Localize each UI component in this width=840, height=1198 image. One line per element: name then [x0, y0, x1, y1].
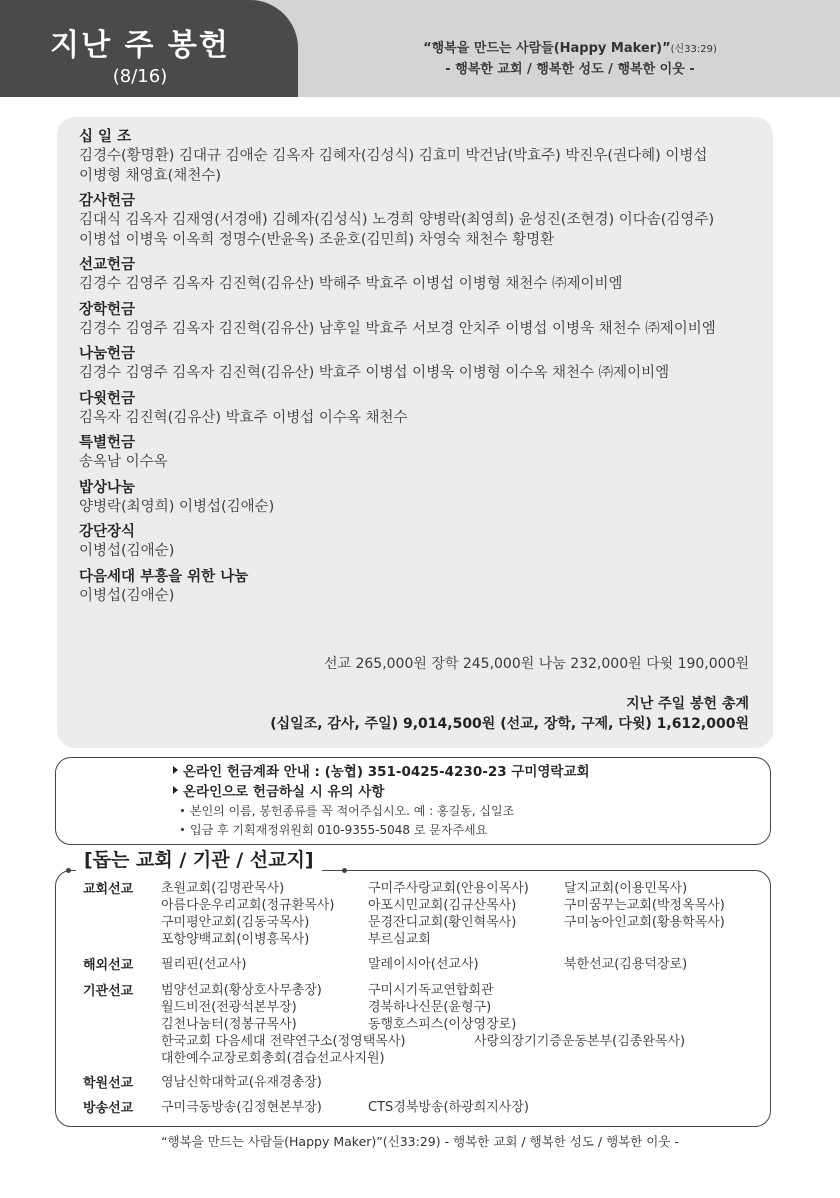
- support-label: 방송선교: [83, 1101, 134, 1116]
- support-label: 기관선교: [83, 984, 134, 999]
- support-heading: [돕는 교회 / 기관 / 선교지]: [76, 846, 322, 874]
- offering-title: 다윗헌금: [79, 390, 136, 407]
- offering-box: [57, 117, 773, 748]
- online-note-text: 본인의 이름, 봉헌종류를 꼭 적어주십시오. 예 : 홍길동, 십일조: [190, 804, 515, 818]
- support-entry: CTS경북방송(하광희지사장): [368, 1100, 529, 1115]
- motto-text: “행복을 만드는 사람들(Happy Maker)”: [423, 41, 671, 56]
- support-label: 해외선교: [83, 958, 134, 973]
- online-caution-text: 온라인으로 헌금하실 시 유의 사항: [183, 784, 385, 800]
- offering-names: 송옥남 이수옥: [79, 454, 168, 470]
- page-date: (8/16): [112, 66, 168, 87]
- online-note: [173, 821, 590, 840]
- motto-ref: (신33:29): [670, 44, 717, 55]
- page-title: 지난 주 봉헌: [50, 28, 230, 63]
- support-entry: 문경잔디교회(황인혁목사): [368, 915, 517, 930]
- online-info-list: [173, 762, 590, 840]
- support-entry: 말레이시아(선교사): [368, 957, 479, 972]
- offering-names: 김대식 김옥자 김재영(서경애) 김혜자(김성식) 노경희 양병락(최영희) 윤성진(조현경) 이다솜(김영주) 이병섭 이병욱 이옥희 정명수(반윤옥) 조윤호(김민희) 차영숙 채천수 황명환: [79, 212, 715, 248]
- support-entry: 구미극동방송(김정현본부장): [161, 1100, 322, 1115]
- offering-title: 특별헌금: [79, 435, 136, 451]
- online-account: [173, 762, 590, 782]
- online-info-box: [55, 757, 771, 845]
- offering-names: 이병섭(김애순): [79, 543, 175, 559]
- support-entry: 경북하나신문(윤형구): [368, 1000, 492, 1015]
- motto-line2: - 행복한 교회 / 행복한 성도 / 행복한 이웃 -: [445, 62, 695, 77]
- support-label: 교회선교: [83, 882, 134, 897]
- support-entry: 사랑의장기기증운동본부(김종완목사): [474, 1034, 686, 1049]
- offering-names: 김경수 김영주 김옥자 김진혁(김유산) 남후일 박효주 서보경 안치주 이병섭 이병욱 채천수 ㈜제이비엠: [79, 320, 716, 337]
- offering-names: 김경수 김영주 김옥자 김진혁(김유산) 박효주 이병섭 이병욱 이병형 이수옥 채천수 ㈜제이비엠: [79, 365, 670, 381]
- arrow-right-icon: [173, 766, 178, 774]
- support-entry: 북한선교(김용덕장로): [564, 957, 688, 972]
- total-values: (십일조, 감사, 주일) 9,014,500원 (선교, 장학, 구제, 다윗) 1,612,000원: [270, 716, 749, 732]
- offering-title: 강단장식: [79, 524, 136, 540]
- support-entry: 한국교회 다음세대 전략연구소(정영택목사): [161, 1034, 406, 1049]
- footer-motto: “행복을 만드는 사람들(Happy Maker)”(신33:29) - 행복한 교회 / 행복한 성도 / 행복한 이웃 -: [161, 1134, 679, 1149]
- offering-title: 장학헌금: [79, 301, 136, 318]
- support-entry: 동행호스피스(이상영장로): [368, 1017, 517, 1032]
- online-caution: [173, 782, 590, 802]
- support-entry: 초원교회(김명관목사): [161, 881, 285, 896]
- support-entry: 대한예수교장로회총회(겸습선교사지원): [161, 1051, 385, 1066]
- support-entry: 구미주사랑교회(안용이목사): [368, 881, 529, 896]
- online-account-text: 온라인 헌금계좌 안내 : (농협) 351-0425-4230-23 구미영락교회: [183, 764, 590, 780]
- offering-title: 감사헌금: [79, 193, 136, 209]
- support-entry: 영남신학대학교(유재경총장): [161, 1075, 322, 1090]
- online-note: [173, 802, 590, 821]
- offering-title: 선교헌금: [79, 257, 136, 273]
- offering-title: 나눔헌금: [79, 346, 136, 362]
- offering-names: 김경수(황명환) 김대규 김애순 김옥자 김혜자(김성식) 김효미 박건남(박효주) 박진우(권다혜) 이병섭 이병형 채영효(채천수): [79, 148, 708, 184]
- support-entry: 월드비전(전광석본부장): [161, 1000, 297, 1015]
- header-tab: [0, 0, 298, 97]
- offering-names: 이병섭(김애순): [79, 587, 175, 604]
- support-entry: 구미농아인교회(황용학목사): [564, 915, 725, 930]
- support-entry: 김천나눔터(정봉규목사): [161, 1017, 297, 1032]
- offering-title: 다음세대 부흥을 위한 나눔: [79, 568, 249, 585]
- support-entry: 구미평안교회(김동국목사): [161, 915, 310, 930]
- support-entry: 구미꿈꾸는교회(박정옥목사): [564, 898, 725, 913]
- offering-sums: 선교 265,000원 장학 245,000원 나눔 232,000원 다윗 190,000원: [323, 656, 749, 672]
- offering-names: 김옥자 김진혁(김유산) 박효주 이병섭 이수옥 채천수: [79, 409, 408, 426]
- support-label: 학원선교: [83, 1076, 134, 1091]
- support-entry: 달지교회(이용민목사): [564, 881, 688, 896]
- bullet-icon: [181, 828, 184, 831]
- heading-left-dot: [66, 868, 71, 873]
- offering-title: 십 일 조: [79, 129, 132, 145]
- online-note-text: 입금 후 기획재정위원회 010-9355-5048 로 문자주세요: [190, 823, 488, 837]
- bullet-icon: [181, 809, 184, 812]
- offering-title: 밥상나눔: [79, 479, 136, 496]
- support-entry: 필리핀(선교사): [161, 957, 247, 972]
- support-entry: 부르심교회: [368, 932, 431, 947]
- support-entry: 구미시기독교연합회관: [368, 983, 494, 998]
- offering-names: 양병락(최영희) 이병섭(김애순): [79, 498, 275, 515]
- support-entry: 포항양백교회(이병흥목사): [161, 932, 310, 947]
- total-title: 지난 주일 봉헌 총계: [626, 696, 749, 712]
- support-entry: 아포시민교회(김규산목사): [368, 898, 517, 913]
- offering-list: [79, 128, 759, 606]
- arrow-right-icon: [173, 786, 178, 794]
- offering-names: 김경수 김영주 김옥자 김진혁(김유산) 박해주 박효주 이병섭 이병형 채천수 ㈜제이비엠: [79, 276, 623, 292]
- heading-right-dot: [342, 868, 347, 873]
- support-entry: 범양선교회(황상호사무총장): [161, 983, 322, 998]
- motto-line1: [300, 40, 840, 59]
- support-entry: 아름다운우리교회(정규환목사): [161, 898, 335, 913]
